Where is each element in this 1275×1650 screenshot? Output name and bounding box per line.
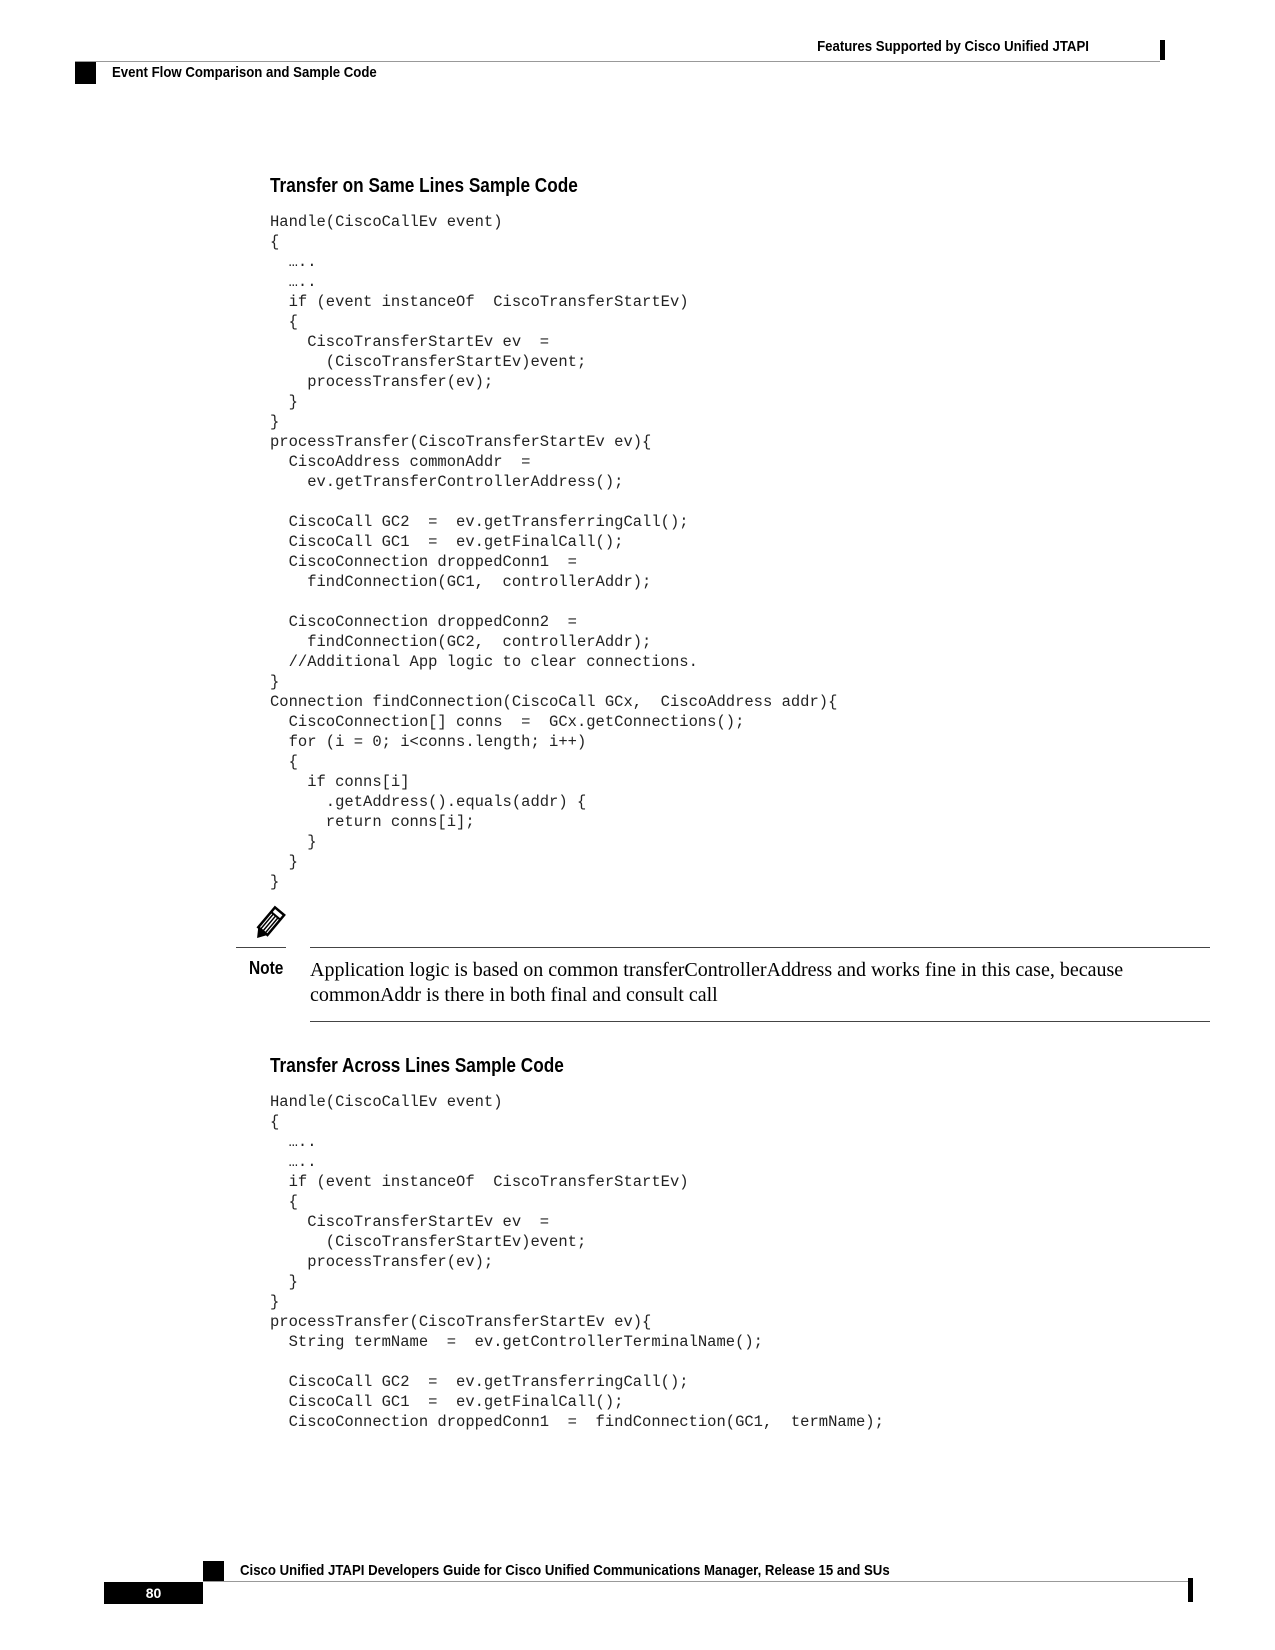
footer-divider — [203, 1581, 1191, 1582]
code-line: ….. — [270, 273, 317, 291]
code-line — [270, 492, 837, 512]
note-bottom-rule — [310, 1021, 1210, 1022]
code-line: Connection findConnection(CiscoCall GCx, CiscoAddress addr){ — [270, 693, 838, 711]
code-line: CiscoAddress commonAddr = — [270, 453, 531, 471]
code-line: { — [270, 1113, 280, 1131]
code-line: CiscoCall GC1 = ev.getFinalCall(); — [270, 1393, 624, 1411]
code-line: ….. — [270, 1153, 317, 1171]
code-line: CiscoTransferStartEv ev = — [270, 1213, 550, 1231]
code-line: { — [270, 233, 280, 251]
header-section-marker — [75, 62, 96, 84]
code-line: } — [270, 1293, 280, 1311]
note-text: Application logic is based on common transferControllerAddress and works fine in this case, because commonAddr is there in both final and consult call — [310, 959, 1124, 1006]
code-line: } — [270, 1273, 298, 1291]
code-line: } — [270, 873, 280, 891]
code-line: Handle(CiscoCallEv event) — [270, 213, 503, 231]
code-line: } — [270, 393, 298, 411]
code-line: CiscoCall GC1 = ev.getFinalCall(); — [270, 533, 624, 551]
code-block-across-lines — [270, 1092, 884, 1432]
code-line: //Additional App logic to clear connections. — [270, 653, 698, 671]
code-line: { — [270, 313, 298, 331]
code-line: CiscoConnection droppedConn1 = — [270, 553, 577, 571]
pencil-note-icon — [248, 905, 288, 950]
code-line: ….. — [270, 1133, 317, 1151]
code-line: for (i = 0; i<conns.length; i++) — [270, 733, 587, 751]
code-line: (CiscoTransferStartEv)event; — [270, 1233, 587, 1251]
page-number: 80 — [104, 1582, 203, 1604]
code-line — [270, 592, 837, 612]
footer-book-title: Cisco Unified JTAPI Developers Guide for Cisco Unified Communications Manager, Release 15 and SUs — [240, 1562, 890, 1579]
code-line: findConnection(GC2, controllerAddr); — [270, 633, 652, 651]
code-line: return conns[i]; — [270, 813, 475, 831]
header-divider — [75, 61, 1160, 62]
note-label-rule — [236, 947, 286, 948]
code-line: Handle(CiscoCallEv event) — [270, 1093, 503, 1111]
code-line: { — [270, 753, 298, 771]
code-line: ….. — [270, 253, 317, 271]
code-line: findConnection(GC1, controllerAddr); — [270, 573, 652, 591]
code-line: if conns[i] — [270, 773, 410, 791]
section-heading-same-lines: Transfer on Same Lines Sample Code — [270, 175, 578, 197]
code-line: processTransfer(CiscoTransferStartEv ev){ — [270, 1313, 652, 1331]
section-title: Event Flow Comparison and Sample Code — [112, 64, 377, 81]
code-line: } — [270, 833, 317, 851]
code-line: (CiscoTransferStartEv)event; — [270, 353, 587, 371]
chapter-title: Features Supported by Cisco Unified JTAPI — [817, 38, 1089, 55]
note-label: Note — [249, 958, 284, 978]
code-line: if (event instanceOf CiscoTransferStartEv) — [270, 293, 689, 311]
footer-marker — [203, 1561, 224, 1582]
code-line: processTransfer(CiscoTransferStartEv ev){ — [270, 433, 652, 451]
code-line: CiscoConnection droppedConn1 = findConnection(GC1, termName); — [270, 1413, 884, 1431]
code-line: CiscoConnection[] conns = GCx.getConnections(); — [270, 713, 745, 731]
note-top-rule — [310, 947, 1210, 948]
code-line: String termName = ev.getControllerTerminalName(); — [270, 1333, 763, 1351]
footer-right-bar — [1188, 1578, 1193, 1602]
code-line: { — [270, 1193, 298, 1211]
code-block-same-lines — [270, 212, 837, 892]
code-line: CiscoTransferStartEv ev = — [270, 333, 550, 351]
code-line — [270, 1352, 884, 1372]
code-line: .getAddress().equals(addr) { — [270, 793, 587, 811]
code-line: } — [270, 853, 298, 871]
code-line: CiscoCall GC2 = ev.getTransferringCall(); — [270, 513, 689, 531]
code-line: CiscoCall GC2 = ev.getTransferringCall(); — [270, 1373, 689, 1391]
code-line: } — [270, 673, 280, 691]
section-heading-across-lines: Transfer Across Lines Sample Code — [270, 1055, 564, 1077]
code-line: processTransfer(ev); — [270, 373, 494, 391]
code-line: ev.getTransferControllerAddress(); — [270, 473, 624, 491]
code-line: if (event instanceOf CiscoTransferStartEv) — [270, 1173, 689, 1191]
code-line: processTransfer(ev); — [270, 1253, 494, 1271]
header-right-bar — [1160, 40, 1165, 60]
code-line: } — [270, 413, 280, 431]
code-line: CiscoConnection droppedConn2 = — [270, 613, 577, 631]
